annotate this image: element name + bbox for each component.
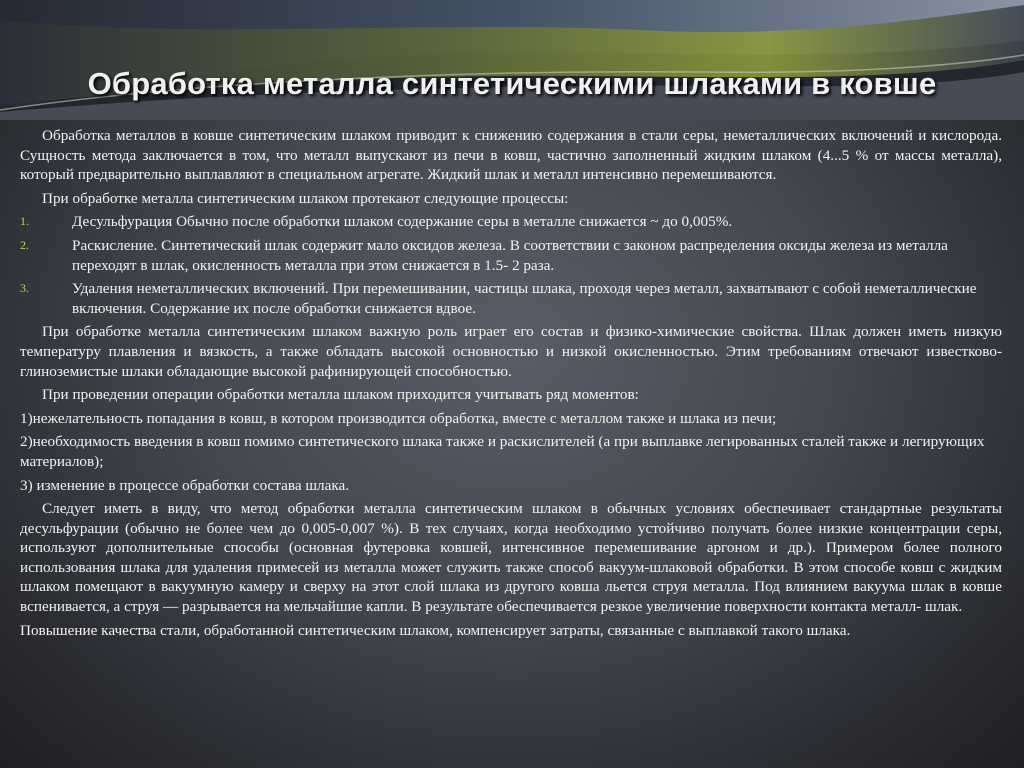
list-marker: 2. (20, 237, 29, 252)
moments-intro: При проведении операции обработки металла шлаком приходится учитывать ряд моментов: (42, 386, 639, 404)
slide-body (20, 126, 1002, 644)
list-marker: 1. (20, 214, 29, 229)
composition-paragraph: При обработке металла синтетическим шлаком важную роль играет его состав и физико-химические свойства. Шлак должен иметь низкую температуру плавления и вязкость, а также обладать высокой основностью и низкой окисленностью. Этим требованиям отвечают известково-глиноземистые шлаки обладающие высокой рафинирующей способностью. (20, 323, 1002, 380)
conclusion-paragraph: Повышение качества стали, обработанной синтетическим шлаком, компенсирует затраты, связанные с выплавкой такого шлака. (20, 621, 851, 639)
moment-item-2: 2)необходимость введения в ковш помимо синтетического шлака также и раскислителей (а при выплавке легированных сталей также и легирующих материалов); (20, 433, 985, 470)
header-wave-decoration (0, 0, 1024, 120)
list-item-text: Раскисление. Синтетический шлак содержит мало оксидов железа. В соответствии с законом распределения оксиды железа из металла переходят в шлак, окисленность металла при этом снижается в 1.5- 2 раза. (72, 236, 948, 274)
list-item-text: Десульфурация Обычно после обработки шлаком содержание серы в металле снижается ~ до 0,005%. (72, 213, 733, 231)
process-item-deoxidation (20, 236, 1002, 275)
list-marker: 3. (20, 281, 29, 296)
process-item-desulfurization (20, 212, 1002, 232)
intro-paragraph: Обработка металлов в ковше синтетическим шлаком приводит к снижению содержания в стали серы, неметаллических включений и кислорода. Сущность метода заключается в том, что металл выпускают из печи в ковш, частично заполненный жидким шлаком (4...5 % от массы металла), который предварительно выплавляют в специальном агрегате. Жидкий шлак и металл интенсивно перемешиваются. (20, 127, 1002, 184)
processes-intro: При обработке металла синтетическим шлаком протекают следующие процессы: (42, 189, 569, 207)
list-item-text: Удаления неметаллических включений. При перемешивании, частицы шлака, проходя через металл, захватывают с собой неметаллические включения. Содержание их после обработки снижается вдвое. (72, 280, 977, 317)
vacuum-paragraph: Следует иметь в виду, что метод обработки металла синтетическим шлаком в обычных условиях обеспечивает стандартные результаты десульфурации (обычно не более чем до 0,005-0,007 %). В тех случаях, когда необходимо устойчиво получать более низкие концентрации серы, используют дополнительные способы (основная футеровка ковшей, интенсивное перемешивание аргоном и др.). Примером более полного использования шлака для удаления примесей из металла может служить также способ вакуум-шлаковой обработки. В этом способе ковш с жидким шлаком помещают в вакуумную камеру и сверху на этот слой шлака из другого ковша льется струя металла. Под влиянием вакуума шлак в ковше вспенивается, а струя — разрывается на мельчайшие капли. В результате обеспечивается резкое увеличение поверхности контакта металл- шлак. (20, 500, 1002, 616)
slide-title: Обработка металла синтетическими шлаками в ковше (87, 66, 937, 101)
process-item-inclusion-removal (20, 279, 1002, 318)
moment-item-1: 1)нежелательность попадания в ковш, в котором производится обработка, вместе с металлом также и шлака из печи; (20, 409, 777, 427)
moment-item-3: 3) изменение в процессе обработки состава шлака. (20, 476, 350, 494)
